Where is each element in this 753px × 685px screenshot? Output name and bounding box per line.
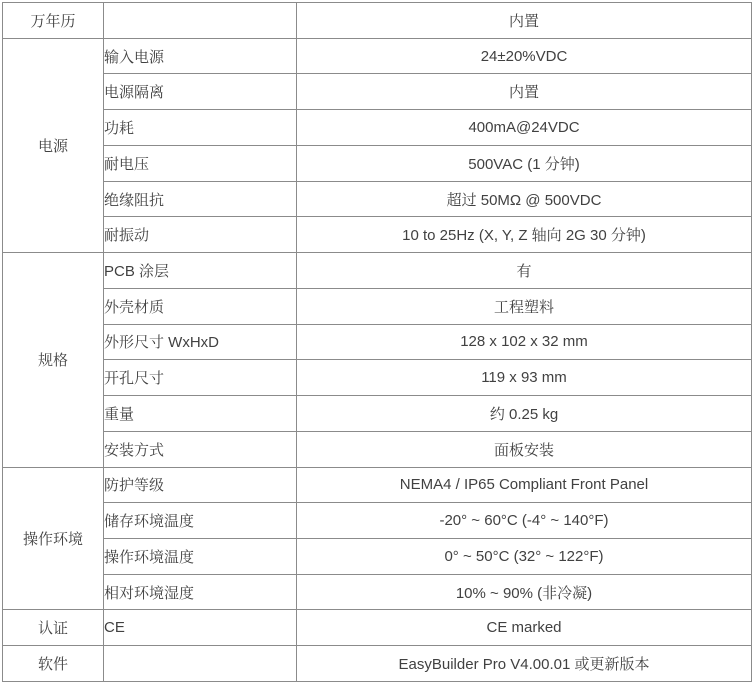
spec-value-cell: 400mA@24VDC (297, 110, 752, 146)
table-row (3, 110, 752, 146)
spec-label-cell: 外形尺寸 WxHxD (104, 324, 297, 360)
spec-label-cell: 电源隔离 (104, 74, 297, 110)
table-row (3, 324, 752, 360)
category-cell: 操作环境 (3, 467, 104, 610)
spec-value-cell: 内置 (297, 3, 752, 39)
spec-value-cell: 119 x 93 mm (297, 360, 752, 396)
table-row (3, 503, 752, 539)
table-row (3, 431, 752, 467)
spec-label-cell: 安装方式 (104, 431, 297, 467)
spec-label-cell: 储存环境温度 (104, 503, 297, 539)
table-row (3, 38, 752, 74)
spec-value-cell: 500VAC (1 分钟) (297, 145, 752, 181)
spec-value-cell: 0° ~ 50°C (32° ~ 122°F) (297, 539, 752, 575)
table-row (3, 574, 752, 610)
table-row (3, 74, 752, 110)
table-row (3, 646, 752, 682)
spec-value-cell: 128 x 102 x 32 mm (297, 324, 752, 360)
spec-label-cell: PCB 涂层 (104, 253, 297, 289)
spec-label-cell: 操作环境温度 (104, 539, 297, 575)
spec-label-cell: CE (104, 610, 297, 646)
category-cell: 电源 (3, 38, 104, 252)
spec-value-cell: 面板安装 (297, 431, 752, 467)
spec-label-cell: 防护等级 (104, 467, 297, 503)
spec-value-cell: 24±20%VDC (297, 38, 752, 74)
spec-label-cell: 耐振动 (104, 217, 297, 253)
table-row (3, 610, 752, 646)
spec-value-cell: 有 (297, 253, 752, 289)
spec-value-cell: 10 to 25Hz (X, Y, Z 轴向 2G 30 分钟) (297, 217, 752, 253)
spec-label-cell: 绝缘阻抗 (104, 181, 297, 217)
spec-label-cell: 外壳材质 (104, 288, 297, 324)
table-row (3, 467, 752, 503)
table-row (3, 396, 752, 432)
spec-label-cell (104, 646, 297, 682)
spec-label-cell: 功耗 (104, 110, 297, 146)
category-cell: 软件 (3, 646, 104, 682)
spec-value-cell: 10% ~ 90% (非冷凝) (297, 574, 752, 610)
spec-value-cell: 超过 50MΩ @ 500VDC (297, 181, 752, 217)
spec-value-cell: -20° ~ 60°C (-4° ~ 140°F) (297, 503, 752, 539)
table-row (3, 539, 752, 575)
spec-value-cell: 约 0.25 kg (297, 396, 752, 432)
table-row (3, 181, 752, 217)
spec-label-cell: 开孔尺寸 (104, 360, 297, 396)
spec-label-cell: 耐电压 (104, 145, 297, 181)
spec-table (2, 2, 752, 682)
spec-label-cell: 输入电源 (104, 38, 297, 74)
category-cell: 认证 (3, 610, 104, 646)
category-cell: 规格 (3, 253, 104, 467)
spec-value-cell: EasyBuilder Pro V4.00.01 或更新版本 (297, 646, 752, 682)
spec-value-cell: 内置 (297, 74, 752, 110)
category-cell: 万年历 (3, 3, 104, 39)
table-row (3, 145, 752, 181)
spec-label-cell (104, 3, 297, 39)
table-row (3, 288, 752, 324)
table-row (3, 217, 752, 253)
spec-value-cell: 工程塑料 (297, 288, 752, 324)
table-row (3, 253, 752, 289)
spec-value-cell: NEMA4 / IP65 Compliant Front Panel (297, 467, 752, 503)
table-row (3, 3, 752, 39)
spec-label-cell: 重量 (104, 396, 297, 432)
table-row (3, 360, 752, 396)
spec-value-cell: CE marked (297, 610, 752, 646)
spec-label-cell: 相对环境湿度 (104, 574, 297, 610)
